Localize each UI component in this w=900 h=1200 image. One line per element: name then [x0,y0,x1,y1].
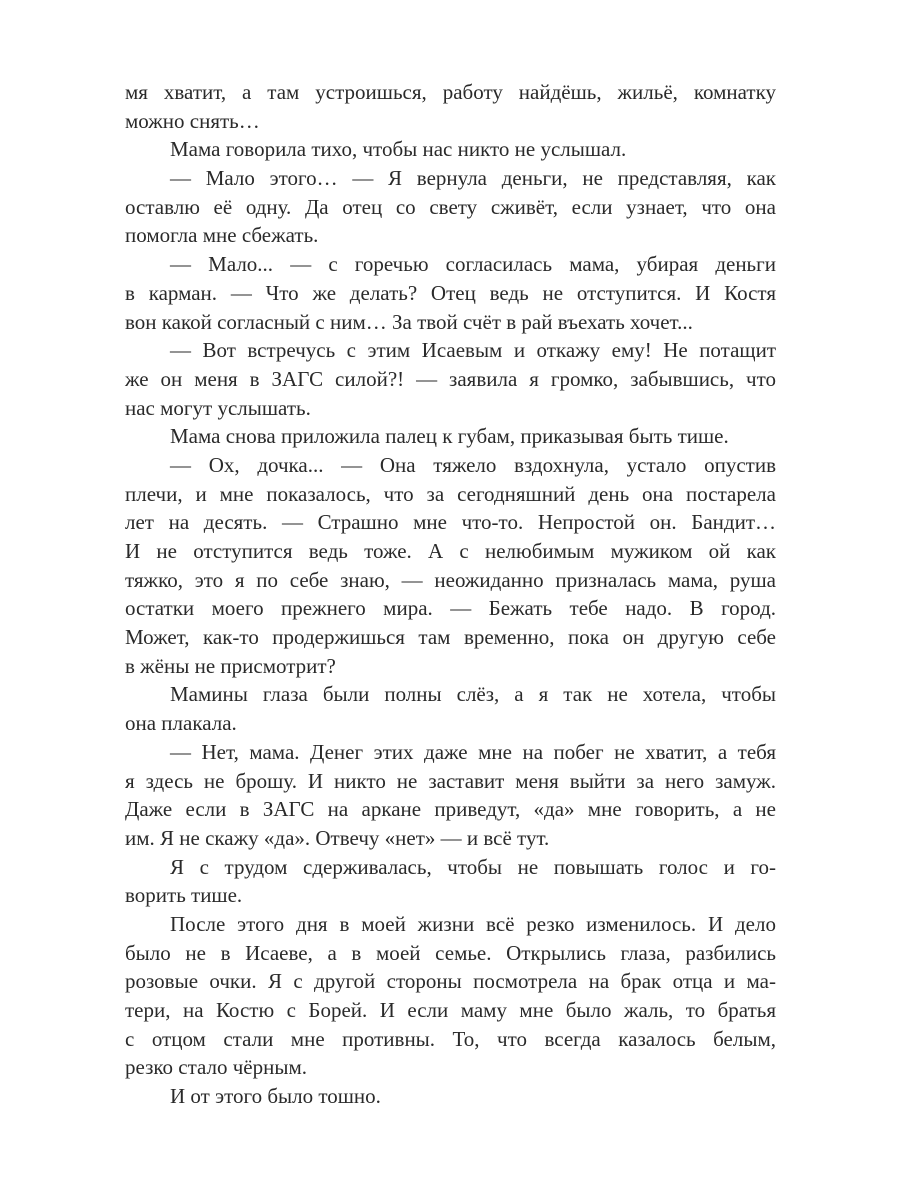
text-line: Даже если в ЗАГС на аркане приведут, «да» мне говорить, а не [125,797,776,822]
text-line: остатки моего прежнего мира. — Бежать тебе надо. В город. [125,596,776,621]
paragraph [125,853,776,910]
text-line: — Вот встречусь с этим Исаевым и откажу ему! Не потащит [170,338,776,363]
text-line: плечи, и мне показалось, что за сегодняшний день она постарела [125,481,776,506]
text-line: После этого дня в моей жизни всё резко изменилось. И дело [170,911,776,936]
text-line: Мама снова приложила палец к губам, приказывая быть тише. [170,424,729,449]
text-line: Мамины глаза были полны слёз, а я так не хотела, чтобы [170,682,776,707]
text-line: им. Я не скажу «да». Отвечу «нет» — и всё тут. [125,825,550,850]
paragraph [125,422,776,451]
text-line: было не в Исаеве, а в моей семье. Открылись глаза, разбились [125,940,776,965]
paragraph [125,680,776,737]
text-line: — Мало... — с горечью согласилась мама, убирая деньги [170,252,776,277]
paragraph [125,135,776,164]
text-line: И не отступится ведь тоже. А с нелюбимым мужиком ой как [125,539,776,563]
text-line: же он меня в ЗАГС силой?! — заявила я громко, забывшись, что [125,366,776,391]
paragraph [125,910,776,1082]
text-line: Я с трудом сдерживалась, чтобы не повышать голос и го- [170,854,776,879]
text-line: Может, как-то продержишься там временно, пока он другую себе [125,625,776,650]
book-page-text [125,78,776,1111]
text-line: тери, на Костю с Борей. И если маму мне было жаль, то братья [125,998,776,1022]
text-line: резко стало чёрным. [125,1055,308,1080]
text-line: — Мало этого… — Я вернула деньги, не представляя, как [170,166,776,191]
text-line: тяжко, это я по себе знаю, — неожиданно призналась мама, руша [125,567,776,592]
text-line: розовые очки. Я с другой стороны посмотрела на брак отца и ма- [125,969,776,994]
text-line: вон какой согласный с ним… За твой счёт в рай въехать хочет... [125,309,693,334]
paragraph [125,738,776,853]
text-line: лет на десять. — Страшно мне что-то. Непростой он. Бандит… [125,510,776,535]
text-line: Мама говорила тихо, чтобы нас никто не услышал. [170,137,627,162]
text-line: помогла мне сбежать. [125,223,319,248]
text-line: оставлю её одну. Да отец со свету сживёт, если узнает, что она [125,194,776,219]
paragraph [125,250,776,336]
text-line: нас могут услышать. [125,395,311,420]
text-line: мя хватит, а там устроишься, работу найдёшь, жильё, комнатку [125,80,776,104]
paragraph [125,164,776,250]
paragraph [125,336,776,422]
text-line: ворить тише. [125,883,243,908]
text-line: я здесь не брошу. И никто не заставит меня выйти за него замуж. [125,768,776,793]
text-line: — Ох, дочка... — Она тяжело вздохнула, устало опустив [170,452,776,477]
paragraph [125,1082,776,1111]
text-line: И от этого было тошно. [170,1084,381,1109]
text-line: с отцом стали мне противны. То, что всегда казалось белым, [125,1026,776,1051]
text-line: — Нет, мама. Денег этих даже мне на побег не хватит, а тебя [170,739,776,764]
text-line: в карман. — Что же делать? Отец ведь не отступится. И Костя [125,280,776,305]
text-line: она плакала. [125,711,237,736]
text-line: можно снять… [125,108,260,133]
paragraph [125,451,776,681]
paragraph [125,78,776,135]
text-line: в жёны не присмотрит? [125,653,336,678]
